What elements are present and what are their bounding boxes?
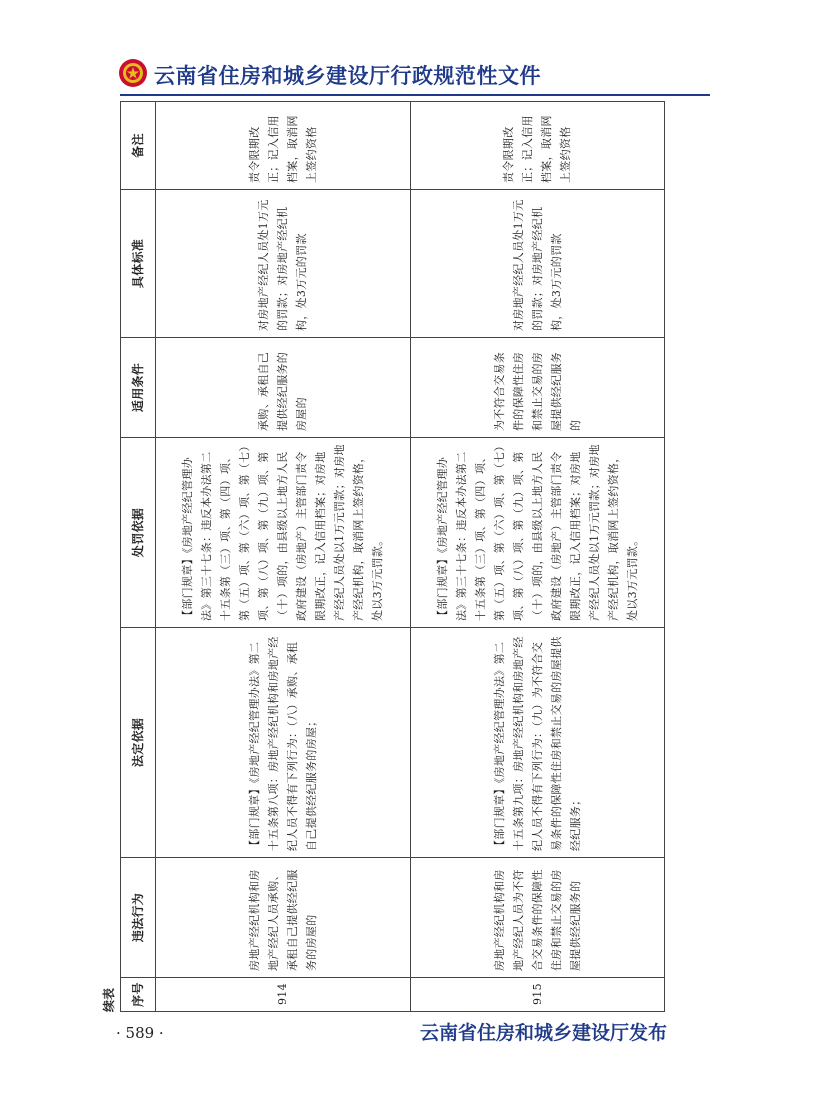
page-header: [118, 58, 708, 94]
row-number: 915: [410, 978, 665, 1012]
table-header-row: [121, 102, 156, 1012]
header-divider: [120, 94, 710, 96]
national-emblem-icon: [118, 58, 148, 88]
table-row: [156, 102, 411, 1012]
page-number: · 589 ·: [116, 1024, 164, 1042]
row-remark: 责令限期改正；记入信用档案，取消网上签约资格: [410, 102, 665, 190]
rotated-table: [102, 102, 680, 1012]
col-header-condition: 适用条件: [121, 338, 156, 438]
row-legal-basis: 【部门规章】《房地产经纪管理办法》第二十五条第八项：房地产经纪机构和房地产经纪人员不得有下列行为：（八）承购、承租自己提供经纪服务的房屋；: [156, 628, 411, 858]
col-header-violation: 违法行为: [121, 858, 156, 978]
row-remark: 责令限期改正；记入信用档案，取消网上签约资格: [156, 102, 411, 190]
row-standard: 对房地产经纪人员处1万元的罚款；对房地产经纪机构，处3万元的罚款: [410, 190, 665, 338]
col-header-penalty-basis: 处罚依据: [121, 438, 156, 628]
penalty-table: [120, 101, 665, 1012]
row-legal-basis: 【部门规章】《房地产经纪管理办法》第二十五条第九项：房地产经纪机构和房地产经纪人员不得有下列行为：（九）为不符合交易条件的保障性住房和禁止交易的房屋提供经纪服务；: [410, 628, 665, 858]
row-condition: 承购、承租自己提供经纪服务的房屋的: [156, 338, 411, 438]
header-title: 云南省住房和城乡建设厅行政规范性文件: [154, 64, 541, 88]
row-standard: 对房地产经纪人员处1万元的罚款；对房地产经纪机构，处3万元的罚款: [156, 190, 411, 338]
row-condition: 为不符合交易条件的保障性住房和禁止交易的房屋提供经纪服务的: [410, 338, 665, 438]
col-header-number: 序号: [121, 978, 156, 1012]
row-violation: 房地产经纪机构和房地产经纪人员为不符合交易条件的保障性住房和禁止交易的房屋提供经纪服务的: [410, 858, 665, 978]
row-penalty-basis: 【部门规章】《房地产经纪管理办法》第三十七条：违反本办法第二十五条第（三）项、第（四）项、第（五）项、第（六）项、第（七）项、第（八）项、第（九）项、第（十）项的，由县级以上地方人民政府建设（房地产）主管部门责令限期改正，记入信用档案；对房地产经纪人员处以1万元罚款；对房地产经纪机构，取消网上签约资格，处以3万元罚款。: [410, 438, 665, 628]
col-header-remark: 备注: [121, 102, 156, 190]
table-row: [410, 102, 665, 1012]
col-header-standard: 具体标准: [121, 190, 156, 338]
row-number: 914: [156, 978, 411, 1012]
col-header-legal-basis: 法定依据: [121, 628, 156, 858]
continuation-label: 续表: [102, 987, 116, 1012]
row-penalty-basis: 【部门规章】《房地产经纪管理办法》第三十七条：违反本办法第二十五条第（三）项、第（四）项、第（五）项、第（六）项、第（七）项、第（八）项、第（九）项、第（十）项的，由县级以上地方人民政府建设（房地产）主管部门责令限期改正，记入信用档案；对房地产经纪人员处以1万元罚款；对房地产经纪机构，取消网上签约资格，处以3万元罚款。: [156, 438, 411, 628]
table-container: [102, 102, 680, 1012]
footer-publisher: 云南省住房和城乡建设厅发布: [420, 1022, 668, 1044]
row-violation: 房地产经纪机构和房地产经纪人员承购、承租自己提供经纪服务的房屋的: [156, 858, 411, 978]
